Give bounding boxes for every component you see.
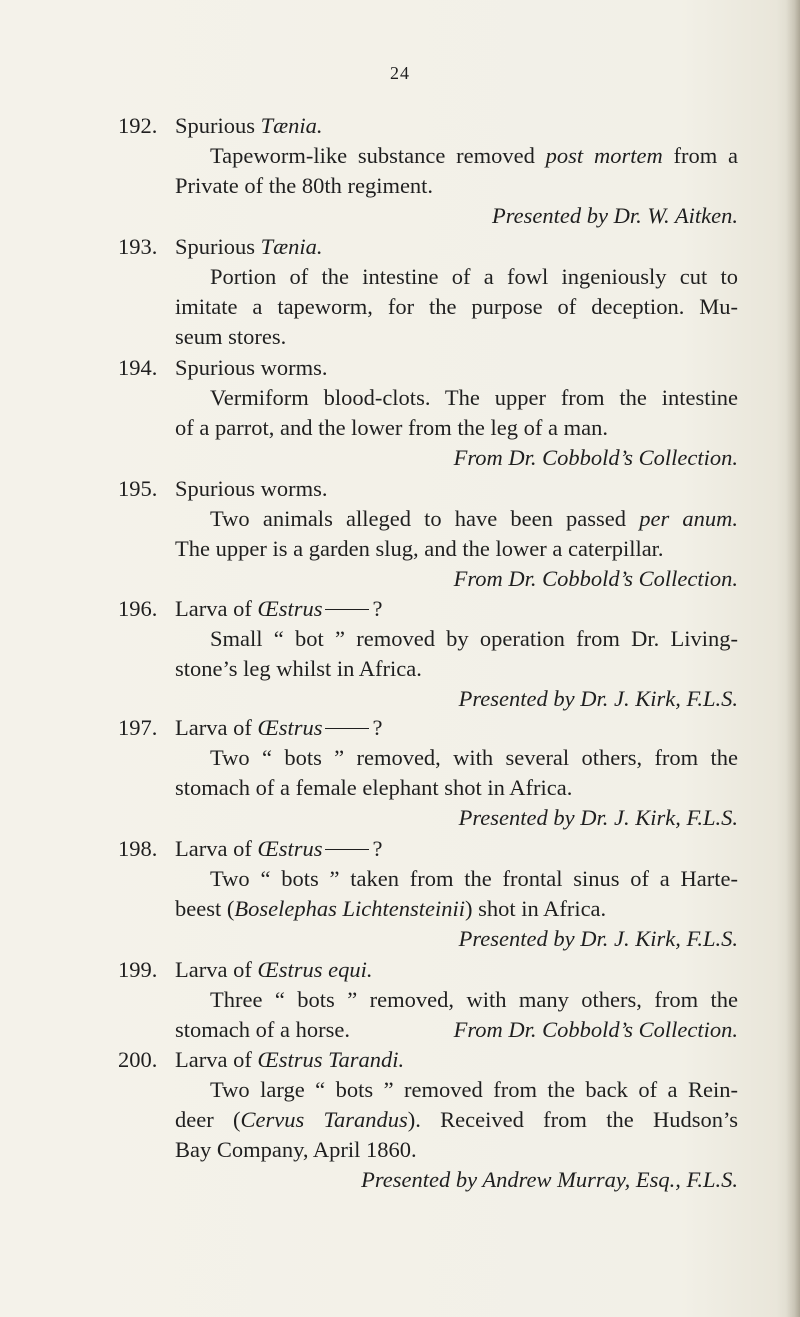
entry-title: Larva of Œstrus ? [175,596,383,621]
entry-number: 200. [118,1047,158,1072]
em-dash-rule [325,609,369,610]
entry-description-line: Three “ bots ” removed, with many others, from the [210,987,738,1012]
entry-title: Larva of Œstrus ? [175,715,383,740]
entry-description-line: Small “ bot ” removed by operation from Dr. Living- [210,626,738,651]
entry-title: Spurious worms. [175,355,328,380]
entry-attribution: Presented by Dr. J. Kirk, F.L.S. [458,805,738,830]
entry-number: 193. [118,234,158,259]
entry-description-line: Tapeworm-like substance removed post mortem from a [210,143,739,168]
entry-attribution: Presented by Dr. J. Kirk, F.L.S. [458,926,738,951]
entry-description-line: Two “ bots ” removed, with several others, from the [210,745,738,770]
entry-description-line: Portion of the intestine of a fowl ingeniously cut to [210,264,738,289]
entry-number: 197. [118,715,158,740]
entry-number: 192. [118,113,158,138]
entry-number: 194. [118,355,158,380]
entry-attribution: Presented by Dr. J. Kirk, F.L.S. [458,686,738,711]
entry-description-line: Two animals alleged to have been passed per anum. [210,506,738,531]
entry-description-line: stomach of a female elephant shot in Africa. [175,775,573,800]
entry-attribution-inline: From Dr. Cobbold’s Collection. [453,1017,738,1042]
entry-description-line: Bay Company, April 1860. [175,1137,417,1162]
entry-description-line: Two large “ bots ” removed from the back of a Rein- [210,1077,738,1102]
entry-description-line: beest (Boselephas Lichtensteinii) shot in Africa. [175,896,607,921]
page-edge-shadow [786,0,800,1317]
entry-attribution: Presented by Andrew Murray, Esq., F.L.S. [361,1167,738,1192]
entry-description-line: seum stores. [175,324,287,349]
entry-number: 196. [118,596,158,621]
page-number: 24 [390,63,410,83]
em-dash-rule [325,728,369,729]
entry-attribution: From Dr. Cobbold’s Collection. [453,566,738,591]
em-dash-rule [325,849,369,850]
entry-description-line: Two “ bots ” taken from the frontal sinus of a Harte- [210,866,738,891]
entry-description-line: stone’s leg whilst in Africa. [175,656,422,681]
entry-description-line: imitate a tapeworm, for the purpose of deception. Mu- [175,294,738,319]
entry-attribution: Presented by Dr. W. Aitken. [492,203,738,228]
entry-title: Spurious Tænia. [175,234,323,259]
entry-number: 199. [118,957,158,982]
entry-title: Spurious worms. [175,476,328,501]
entry-description-line: Private of the 80th regiment. [175,173,434,198]
entry-attribution: From Dr. Cobbold’s Collection. [453,445,738,470]
entry-number: 195. [118,476,158,501]
entry-description-line: Vermiform blood-clots. The upper from the intestine [210,385,738,410]
entry-number: 198. [118,836,158,861]
entry-title: Larva of Œstrus equi. [175,957,373,982]
entry-title: Larva of Œstrus Tarandi. [175,1047,405,1072]
entry-title: Spurious Tænia. [175,113,323,138]
entry-description-line: stomach of a horse. [175,1017,350,1042]
entry-description-line: The upper is a garden slug, and the lower a caterpillar. [175,536,664,561]
entry-description-line: of a parrot, and the lower from the leg of a man. [175,415,608,440]
entry-description-line: deer (Cervus Tarandus). Received from the Hudson’s [175,1107,739,1132]
entry-title: Larva of Œstrus ? [175,836,383,861]
